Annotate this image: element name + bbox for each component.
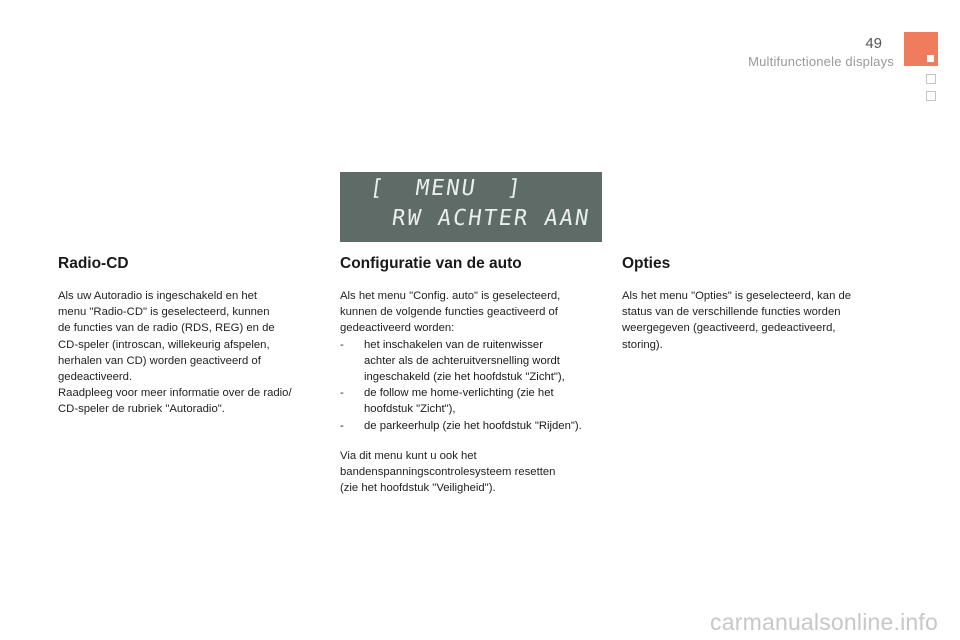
text-line: Als het menu "Opties" is geselecteerd, kan de — [622, 290, 852, 302]
section-radio-cd — [58, 255, 320, 418]
text-line: CD-speler de rubriek "Autoradio". — [58, 403, 225, 416]
opties-paragraph — [622, 288, 892, 353]
text-line: hoofdstuk "Zicht"), — [364, 403, 456, 416]
section-opties — [622, 255, 892, 353]
text-line: ingeschakeld (zie het hoofdstuk "Zicht"), — [364, 371, 565, 384]
text-line: CD-speler (introscan, willekeurig afspelen, — [58, 338, 270, 351]
chapter-tab-box-empty — [926, 91, 936, 101]
radio-cd-paragraph — [58, 288, 320, 418]
text-line: menu "Radio-CD" is geselecteerd, kunnen — [58, 306, 270, 319]
list-dash: - — [340, 387, 344, 400]
text-line: achter als de achteruitversnelling wordt — [364, 354, 560, 367]
chapter-title: Multifunctionele displays — [748, 54, 894, 69]
configuratie-outro — [340, 448, 610, 497]
text-line: het inschakelen van de ruitenwisser — [364, 338, 543, 351]
text-line: status van de verschillende functies worden — [622, 306, 841, 319]
configuratie-function-list — [340, 337, 610, 434]
text-line: Raadpleeg voor meer informatie over de radio/ — [58, 387, 292, 400]
lcd-line-menu: [ MENU ] — [368, 176, 525, 201]
section-title-configuratie: Configuratie van de auto — [340, 255, 522, 272]
text-line: Als uw Autoradio is ingeschakeld en het — [58, 290, 258, 302]
list-dash: - — [340, 338, 344, 351]
list-dash: - — [340, 419, 344, 432]
text-line: storing). — [622, 338, 663, 351]
list-item — [340, 418, 610, 434]
lcd-line-setting: RW ACHTER AAN — [390, 206, 592, 231]
text-line: kunnen de volgende functies geactiveerd of — [340, 306, 558, 319]
chapter-tab-dot — [927, 55, 934, 62]
page-number: 49 — [865, 35, 882, 52]
list-item — [340, 337, 610, 386]
paragraph-gap — [340, 434, 610, 448]
text-line: bandenspanningscontrolesysteem resetten — [340, 466, 556, 479]
text-line: (zie het hoofdstuk "Veiligheid"). — [340, 482, 496, 495]
text-line: de parkeerhulp (zie het hoofdstuk "Rijden"). — [364, 419, 582, 432]
text-line: gedeactiveerd worden: — [340, 322, 455, 335]
chapter-tab-box-empty — [926, 74, 936, 84]
section-title-opties: Opties — [622, 255, 671, 272]
text-line: Als het menu "Config. auto" is geselecteerd, — [340, 290, 561, 302]
section-title-radio-cd: Radio-CD — [58, 255, 129, 272]
watermark: carmanualsonline.info — [710, 609, 938, 635]
text-line: herhalen van CD) worden geactiveerd of — [58, 354, 261, 367]
chapter-tab-marker — [904, 32, 938, 66]
text-line: Via dit menu kunt u ook het — [340, 449, 477, 462]
text-line: gedeactiveerd. — [58, 371, 133, 384]
configuratie-intro — [340, 288, 610, 337]
lcd-display-illustration — [340, 172, 602, 242]
text-line: de functies van de radio (RDS, REG) en de — [58, 322, 275, 335]
section-configuratie — [340, 255, 610, 496]
text-line: weergegeven (geactiveerd, gedeactiveerd, — [622, 322, 836, 335]
text-line: de follow me home-verlichting (zie het — [364, 387, 554, 400]
list-item — [340, 385, 610, 417]
